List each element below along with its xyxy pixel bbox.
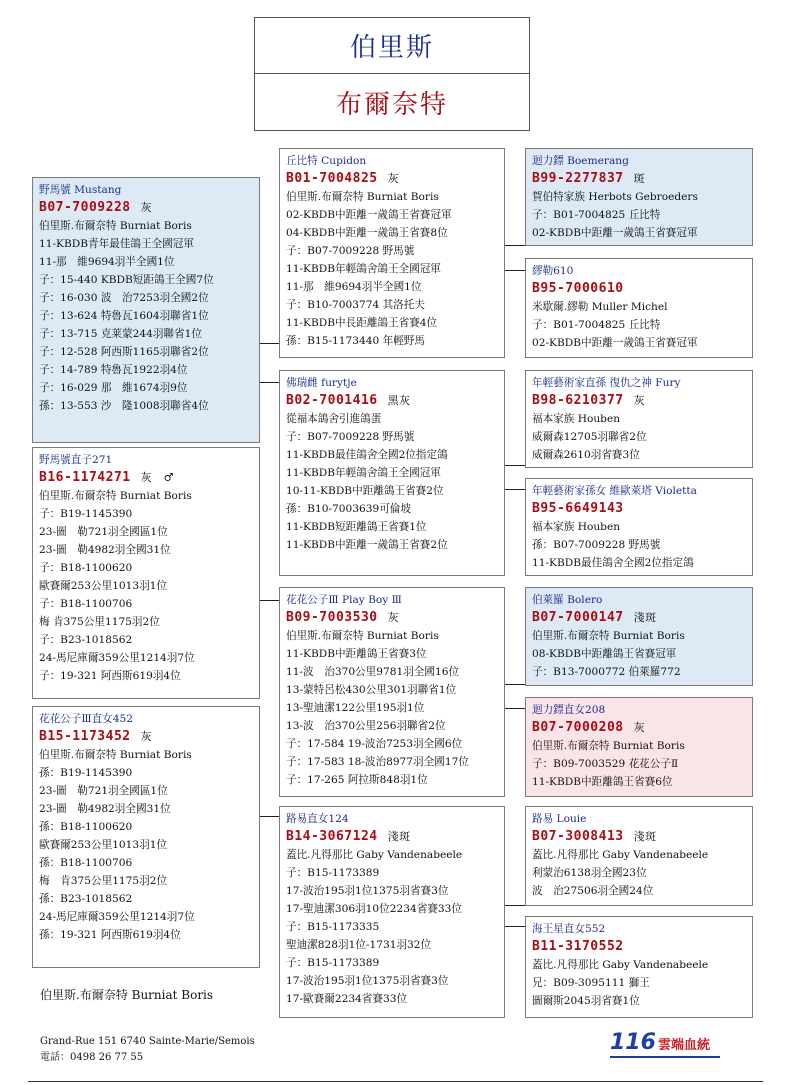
pedigree-card-mate-sire xyxy=(279,587,505,797)
card-detail-line: 02-KBDB中距離一歲鴿王省賽冠軍 xyxy=(532,227,698,239)
card-detail-line: 梅 肯375公里1175羽2位 xyxy=(39,616,160,628)
breeder-name: 伯里斯.布爾奈特 Burniat Boris xyxy=(40,988,214,1002)
card-detail-line: 子：B01-7004825 丘比特 xyxy=(532,319,661,331)
card-detail-line: 11-KBDB中距離鴿王省賽3位 xyxy=(286,648,427,660)
connector-line xyxy=(505,489,525,490)
card-detail-line: 13-蒙特呂松430公里301羽聯省1位 xyxy=(286,684,457,696)
pedigree-card-sire-dam xyxy=(525,258,753,358)
ring-number xyxy=(532,719,746,737)
card-detail-line: 蓋比.凡得那比 Gaby Vandenabeele xyxy=(532,849,709,861)
connector-line xyxy=(260,343,279,344)
card-detail-line: 24-馬尼庫爾359公里1214羽7位 xyxy=(39,911,195,923)
card-title: 年輕藝術家直孫 復仇之神 Fury xyxy=(532,377,681,389)
ring-number xyxy=(286,170,498,188)
card-detail-line: 11-KBDB年輕鴿舍鴿王全國冠軍 xyxy=(286,263,441,275)
card-detail-line: 子：B13-7000772 伯萊羅772 xyxy=(532,666,681,678)
card-detail-line: 子：15-440 KBDB短距鴿王全國7位 xyxy=(39,274,214,286)
card-detail-line: 伯里斯.布爾奈特 Burniat Boris xyxy=(39,490,192,502)
breeder-address: Grand-Rue 151 6740 Sainte-Marie/Semois xyxy=(40,1036,255,1047)
ring-number xyxy=(532,938,746,956)
card-title: 花花公子Ⅲ直女452 xyxy=(39,713,133,725)
card-title: 佛瑞雌 furytje xyxy=(286,377,357,389)
card-detail-line: 13-波 治370公里256羽聯省2位 xyxy=(286,720,446,732)
ring-number xyxy=(532,609,746,627)
card-detail-line: 子：B07-7009228 野馬號 xyxy=(286,431,415,443)
plumage-color: 灰 ♂ xyxy=(140,471,174,484)
plumage-color: 灰 xyxy=(387,172,400,185)
card-detail-line: 02-KBDB中距離一歲鴿王省賽冠軍 xyxy=(286,209,452,221)
card-detail-line: 11-那 維9694羽半全國1位 xyxy=(286,281,422,293)
ring-number-text: B14-3067124 xyxy=(286,829,378,844)
connector-line xyxy=(505,270,525,271)
card-detail-line: 23-圖 勒721羽全國區1位 xyxy=(39,526,168,538)
card-detail-line: 11-KBDB中距離鴿王省賽6位 xyxy=(532,776,673,788)
card-detail-line: 伯里斯.布爾奈特 Burniat Boris xyxy=(39,749,192,761)
card-detail-line: 威爾森12705羽聯省2位 xyxy=(532,431,647,443)
ring-number-text: B95-6649143 xyxy=(532,501,624,516)
pedigree-owner-name: 伯里斯 xyxy=(254,17,530,74)
pedigree-card-grand-dam xyxy=(279,806,505,1018)
pedigree-card-sire-sire xyxy=(525,148,753,246)
connector-line xyxy=(505,684,525,685)
card-detail-line: 子：B15-1173389 xyxy=(286,867,380,879)
plumage-color: 淺斑 xyxy=(633,611,657,624)
connector-line xyxy=(260,816,279,817)
connector-line xyxy=(505,245,525,246)
card-detail-line: 米歇爾.繆勒 Muller Michel xyxy=(532,301,668,313)
ring-number-text: B07-7000208 xyxy=(532,720,624,735)
card-title: 年輕藝術家孫女 維歐萊塔 Violetta xyxy=(532,485,697,497)
card-detail-line: 23-圖 勒721羽全國區1位 xyxy=(39,785,168,797)
card-detail-line: 11-KBDB年輕鴿舍鴿王全國冠軍 xyxy=(286,467,441,479)
card-detail-line: 子：B15-1173389 xyxy=(286,957,380,969)
card-detail-line: 11-KBDB短距離鴿王省賽1位 xyxy=(286,521,427,533)
card-detail-line: 子：17-584 19-波治7253羽全國6位 xyxy=(286,738,463,750)
card-detail-line: 04-KBDB中距離一歲鴿王省賽8位 xyxy=(286,227,448,239)
card-detail-line: 子：17-265 阿拉斯848羽1位 xyxy=(286,774,428,786)
card-detail-line: 子：12-528 阿西斯1165羽聯省2位 xyxy=(39,346,209,358)
card-detail-line: 子：B18-1100706 xyxy=(39,598,133,610)
pedigree-card-grand-dam-dam xyxy=(525,916,753,1018)
card-detail-line: 兄：B09-3095111 獅王 xyxy=(532,977,650,989)
connector-line xyxy=(505,465,525,466)
card-detail-line: 子：B15-1173335 xyxy=(286,921,380,933)
card-detail-line: 子：B07-7009228 野馬號 xyxy=(286,245,415,257)
card-detail-line: 17-波治195羽1位1375羽省賽3位 xyxy=(286,975,449,987)
ring-number-text: B99-2277837 xyxy=(532,171,624,186)
plumage-color: 灰 xyxy=(633,394,646,407)
ring-number-text: B07-7009228 xyxy=(39,200,131,215)
card-detail-line: 伯里斯.布爾奈特 Burniat Boris xyxy=(286,630,439,642)
ring-number xyxy=(532,500,746,518)
breeder-contact xyxy=(40,1034,255,1066)
card-detail-line: 孫：19-321 阿西斯619羽4位 xyxy=(39,929,181,941)
card-detail-line: 11-KBDB最佳鴿舍全國2位指定鴿 xyxy=(532,557,694,569)
ring-number xyxy=(532,828,746,846)
pedigree-card-grand-dam-sire xyxy=(525,806,753,906)
card-detail-line: 圖爾斯2045羽省賽1位 xyxy=(532,995,640,1007)
ring-number-text: B16-1174271 xyxy=(39,470,131,485)
ring-number xyxy=(532,170,746,188)
card-detail-line: 子：B23-1018562 xyxy=(39,634,133,646)
ring-number-text: B02-7001416 xyxy=(286,393,378,408)
connector-line xyxy=(260,382,279,383)
card-detail-line: 賀伯特家族 Herbots Gebroeders xyxy=(532,191,698,203)
pedigree-owner-surname: 布爾奈特 xyxy=(254,73,530,131)
plumage-color: 淺斑 xyxy=(387,830,411,843)
card-detail-line: 孫：B19-1145390 xyxy=(39,767,133,779)
card-detail-line: 11-那 維9694羽半全國1位 xyxy=(39,256,175,268)
card-detail-line: 孫：B18-1100706 xyxy=(39,857,133,869)
card-detail-line: 子：16-030 波 治7253羽全國2位 xyxy=(39,292,209,304)
ring-number-text: B07-3008413 xyxy=(532,829,624,844)
ring-number xyxy=(39,469,253,487)
card-detail-line: 梅 肯375公里1175羽2位 xyxy=(39,875,168,887)
card-detail-line: 子：B09-7003529 花花公子Ⅱ xyxy=(532,758,679,770)
plumage-color: 灰 xyxy=(140,730,153,743)
plumage-color: 黑灰 xyxy=(387,394,411,407)
ring-number xyxy=(286,828,498,846)
ring-number xyxy=(286,392,498,410)
card-detail-line: 威爾森2610羽省賽3位 xyxy=(532,449,640,461)
logo-number: 116 xyxy=(610,1030,656,1055)
card-detail-line: 聖迪潔828羽1位-1731羽32位 xyxy=(286,939,432,951)
card-title: 迴力鏢直女208 xyxy=(532,704,606,716)
card-title: 迴力鏢 Boemerang xyxy=(532,155,629,167)
card-detail-line: 08-KBDB中距離鴿王省賽冠軍 xyxy=(532,648,677,660)
card-title: 路易 Louie xyxy=(532,813,587,825)
card-title: 花花公子Ⅲ Play Boy Ⅲ xyxy=(286,594,402,606)
card-detail-line: 02-KBDB中距離一歲鴿王省賽冠軍 xyxy=(532,337,698,349)
card-detail-line: 子：14-789 特魯瓦1922羽4位 xyxy=(39,364,188,376)
pedigree-card-grand xyxy=(32,706,260,968)
ring-number-text: B07-7000147 xyxy=(532,610,624,625)
ring-number xyxy=(39,728,253,746)
pedigree-card-mate xyxy=(32,447,260,699)
card-detail-line: 伯里斯.布爾奈特 Burniat Boris xyxy=(532,740,685,752)
card-detail-line: 子：13-624 特魯瓦1604羽聯省1位 xyxy=(39,310,209,322)
card-title: 繆勒610 xyxy=(532,265,574,277)
pedigree-card-mate-sire-sire xyxy=(525,587,753,686)
card-detail-line: 17-波治195羽1位1375羽省賽3位 xyxy=(286,885,449,897)
card-detail-line: 23-圖 勒4982羽全國31位 xyxy=(39,544,171,556)
card-detail-line: 蓋比.凡得那比 Gaby Vandenabeele xyxy=(286,849,463,861)
card-title: 丘比特 Cupidon xyxy=(286,155,367,167)
card-detail-line: 23-圖 勒4982羽全國31位 xyxy=(39,803,171,815)
card-detail-line: 歐賽爾253公里1013羽1位 xyxy=(39,839,168,851)
card-detail-line: 孫：13-553 沙 隆1008羽聯省4位 xyxy=(39,400,209,412)
ring-number-text: B01-7004825 xyxy=(286,171,378,186)
plumage-color: 淺斑 xyxy=(633,830,657,843)
logo-underline xyxy=(610,1056,720,1058)
card-detail-line: 福本家族 Houben xyxy=(532,521,621,533)
connector-line xyxy=(505,926,525,927)
card-title: 路易直女124 xyxy=(286,813,349,825)
ring-number xyxy=(39,199,253,217)
pedigree-card-dam-dam xyxy=(525,478,753,576)
card-detail-line: 波 治27506羽全國24位 xyxy=(532,885,654,897)
card-detail-line: 孫：B15-1173440 年輕野馬 xyxy=(286,335,425,347)
pedigree-card-mate-sire-dam xyxy=(525,697,753,797)
card-detail-line: 子：19-321 阿西斯619羽4位 xyxy=(39,670,181,682)
plumage-color: 灰 xyxy=(633,721,646,734)
card-detail-line: 17-聖迪潔306羽10位2234省賽33位 xyxy=(286,903,462,915)
card-detail-line: 17-歐賽爾2234省賽33位 xyxy=(286,993,408,1005)
card-detail-line: 伯里斯.布爾奈特 Burniat Boris xyxy=(39,220,192,232)
card-detail-line: 子：B18-1100620 xyxy=(39,562,133,574)
pedigree-card-dam-sire xyxy=(525,370,753,468)
card-title: 海王星直女552 xyxy=(532,923,606,935)
ring-number xyxy=(286,609,498,627)
card-detail-line: 11-KBDB中距離一歲鴿王省賽2位 xyxy=(286,539,448,551)
card-title: 野馬號直子271 xyxy=(39,454,113,466)
ring-number-text: B95-7000610 xyxy=(532,281,624,296)
pedigree-card-sire xyxy=(279,148,505,358)
pedigree-card-subject xyxy=(32,177,260,443)
card-detail-line: 福本家族 Houben xyxy=(532,413,621,425)
card-title: 伯萊羅 Bolero xyxy=(532,594,603,606)
card-detail-line: 歐賽爾253公里1013羽1位 xyxy=(39,580,168,592)
card-detail-line: 伯里斯.布爾奈特 Burniat Boris xyxy=(286,191,439,203)
card-detail-line: 子：16-029 那 維1674羽9位 xyxy=(39,382,188,394)
logo-text: 雲端血統 xyxy=(657,1038,710,1053)
card-detail-line: 孫：B10-7003639可倫坡 xyxy=(286,503,411,515)
card-detail-line: 13-聖迪潔122公里195羽1位 xyxy=(286,702,425,714)
ring-number-text: B15-1173452 xyxy=(39,729,131,744)
ring-number xyxy=(532,392,746,410)
plumage-color: 灰 xyxy=(387,611,400,624)
card-detail-line: 孫：B07-7009228 野馬號 xyxy=(532,539,661,551)
card-detail-line: 蓋比.凡得那比 Gaby Vandenabeele xyxy=(532,959,709,971)
plumage-color: 灰 xyxy=(140,201,153,214)
card-detail-line: 利蒙治6138羽全國23位 xyxy=(532,867,647,879)
bottom-rule xyxy=(28,1081,763,1082)
card-detail-line: 子：B01-7004825 丘比特 xyxy=(532,209,661,221)
card-detail-line: 10-11-KBDB中距離鴿王省賽2位 xyxy=(286,485,444,497)
card-detail-line: 子：B19-1145390 xyxy=(39,508,133,520)
card-detail-line: 孫：B18-1100620 xyxy=(39,821,133,833)
site-logo xyxy=(610,1030,710,1055)
card-detail-line: 伯里斯.布爾奈特 Burniat Boris xyxy=(532,630,685,642)
card-detail-line: 子：17-583 18-波治8977羽全國17位 xyxy=(286,756,469,768)
ring-number-text: B98-6210377 xyxy=(532,393,624,408)
ring-number xyxy=(532,280,746,298)
card-detail-line: 子：13-715 克莱蒙244羽聯省1位 xyxy=(39,328,202,340)
card-detail-line: 11-波 治370公里9781羽全國16位 xyxy=(286,666,460,678)
breeder-phone: 電話：0498 26 77 55 xyxy=(40,1052,144,1063)
card-detail-line: 從福本鴿舍引進鴿蛋 xyxy=(286,413,382,425)
card-detail-line: 11-KBDB中長距離鴿王省賽4位 xyxy=(286,317,438,329)
card-detail-line: 11-KBDB青年最佳鴿王全國冠軍 xyxy=(39,238,194,250)
ring-number-text: B09-7003530 xyxy=(286,610,378,625)
ring-number-text: B11-3170552 xyxy=(532,939,624,954)
card-detail-line: 子：B10-7003774 其洛托夫 xyxy=(286,299,425,311)
connector-line xyxy=(505,905,525,906)
pedigree-card-dam xyxy=(279,370,505,576)
card-title: 野馬號 Mustang xyxy=(39,184,122,196)
card-detail-line: 11-KBDB最佳鴿舍全國2位指定鴿 xyxy=(286,449,448,461)
connector-line xyxy=(505,708,525,709)
connector-line xyxy=(260,600,279,601)
card-detail-line: 24-馬尼庫爾359公里1214羽7位 xyxy=(39,652,195,664)
plumage-color: 斑 xyxy=(633,172,646,185)
card-detail-line: 孫：B23-1018562 xyxy=(39,893,133,905)
